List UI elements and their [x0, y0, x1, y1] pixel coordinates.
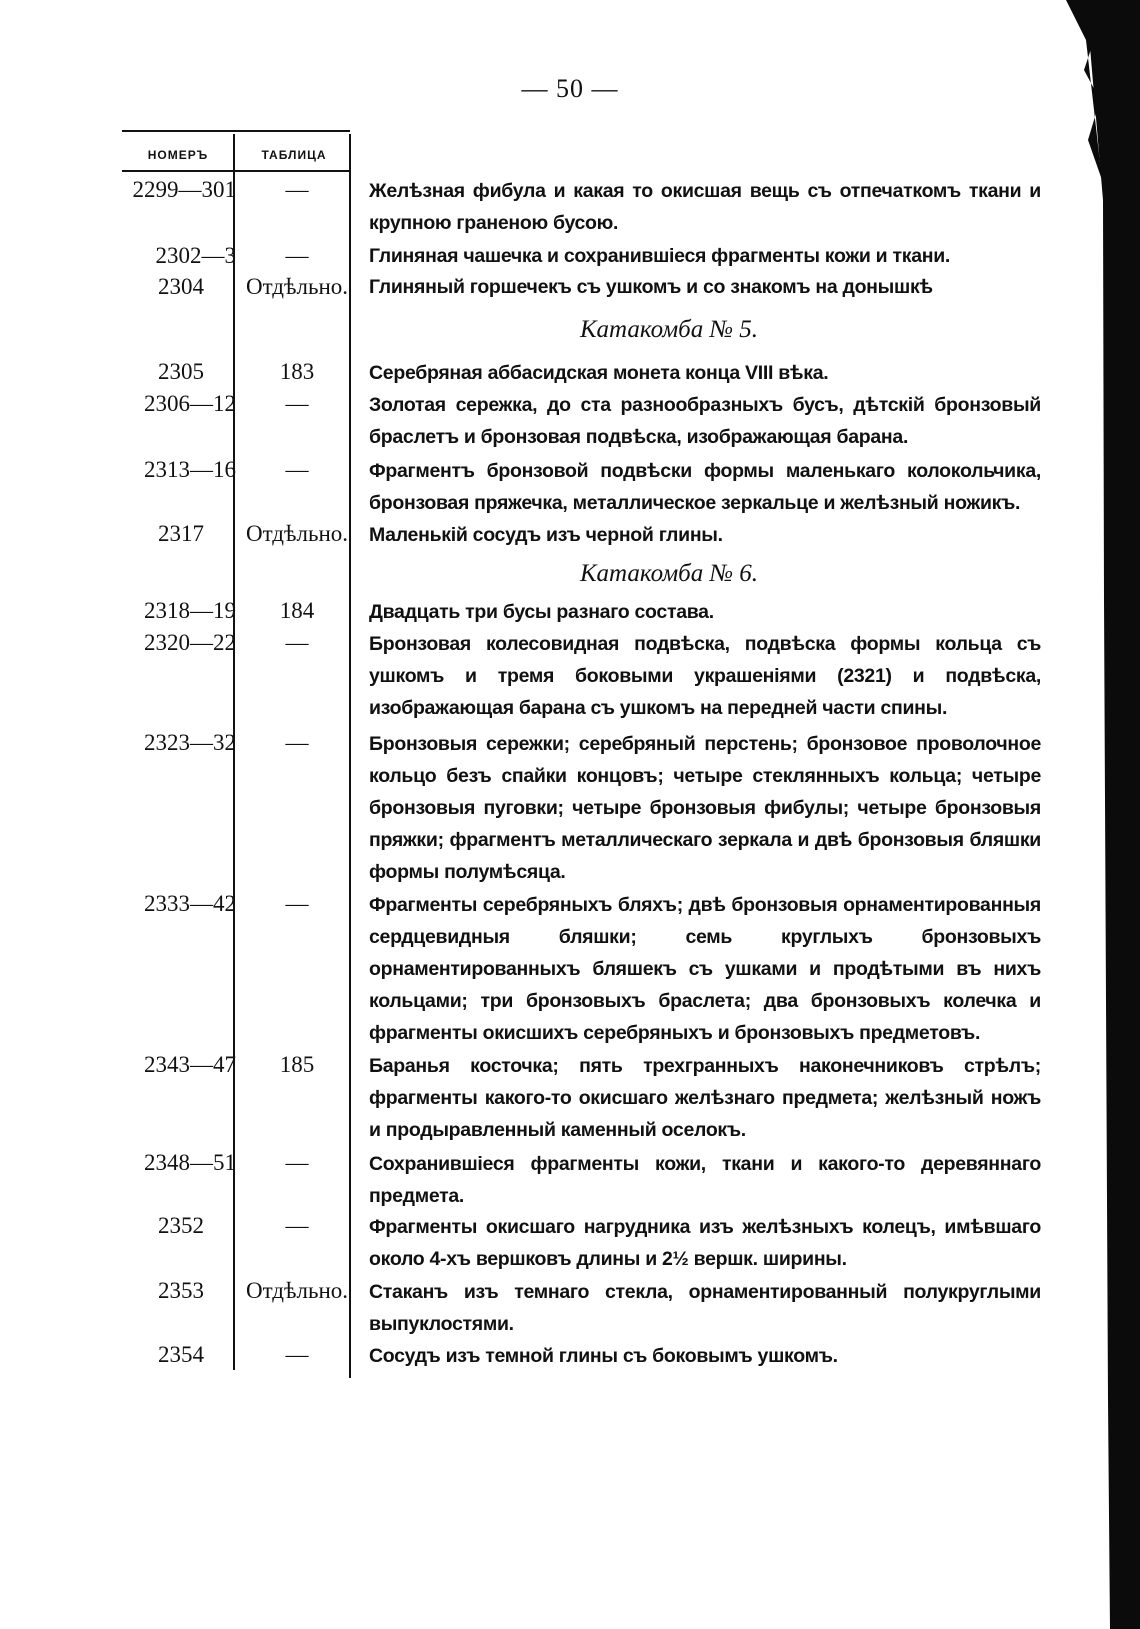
page-number: — 50 —	[521, 74, 619, 103]
entry-table: Отдѣльно.	[245, 274, 349, 299]
entry-description: Серебряная аббасидская монета конца VIII вѣка.	[369, 362, 829, 384]
entry-table: —	[285, 891, 309, 916]
entry-table: 183	[279, 359, 315, 384]
entry-table: 184	[279, 598, 315, 623]
entry-number: 2299—301	[132, 177, 236, 202]
scan-edge-shadow	[1048, 0, 1140, 1629]
entry-number: 2352	[158, 1213, 204, 1238]
entry-description: Двадцать три бусы разнаго состава.	[369, 601, 714, 623]
entry-number: 2306—12	[144, 391, 236, 416]
entry-table: —	[285, 1342, 309, 1367]
entry-number: 2343—47	[144, 1052, 236, 1077]
entry-number: 2302—3	[155, 243, 236, 268]
entry-description: Желѣзная фибула и какая то окисшая вещь съ отпечаткомъ ткани и крупною граненою бусою.	[369, 180, 1041, 234]
header-bottom-rule	[122, 170, 350, 172]
entry-description: Бронзовая колесовидная подвѣска, подвѣска формы кольца съ ушкомъ и тремя боковыми украшеніями (2321) и подвѣска, изображающая барана съ ушкомъ на передней части спины.	[369, 633, 1041, 719]
entry-description: Фрагменты серебряныхъ бляхъ; двѣ бронзовыя орнаментированныя сердцевидныя бляшки; семь круглыхъ бронзовыхъ орнаментированныхъ бляшекъ съ ушками и продѣтыми въ нихъ кольцами; три бронзовыхъ браслета; два бронзовыхъ колечка и фрагменты окисшихъ серебряныхъ и бронзовыхъ предметовъ.	[369, 894, 1041, 1044]
entry-number: 2323—32	[144, 730, 236, 755]
entry-number: 2354	[158, 1342, 204, 1367]
entry-description: Глиняная чашечка и сохранившіеся фрагменты кожи и ткани.	[369, 245, 951, 267]
entry-number: 2304	[158, 274, 204, 299]
entry-number: 2348—51	[144, 1150, 236, 1175]
entry-description: Сохранившіеся фрагменты кожи, ткани и какого-то деревяннаго предмета.	[369, 1153, 1041, 1207]
entry-table: —	[285, 1150, 309, 1175]
entry-description: Баранья косточка; пять трехгранныхъ наконечниковъ стрѣлъ; фрагменты какого-то окисшаго желѣзнаго предмета; желѣзный ножъ и продыравленный каменный оселокъ.	[369, 1055, 1041, 1141]
header-top-rule	[122, 130, 350, 132]
entry-description: Глиняный горшечекъ съ ушкомъ и со знакомъ на донышкѣ	[369, 276, 933, 298]
entry-table: —	[285, 630, 309, 655]
entry-table: —	[285, 730, 309, 755]
entry-table: Отдѣльно.	[245, 1278, 349, 1303]
entry-number: 2333—42	[144, 891, 236, 916]
entry-number: 2305	[158, 359, 204, 384]
column-header-table: ТАБЛИЦА	[261, 148, 327, 162]
entry-table: —	[285, 391, 309, 416]
section-heading: Катакомба № 5.	[579, 316, 759, 343]
entry-description: Маленькій сосудъ изъ черной глины.	[369, 524, 723, 546]
entry-description: Фрагменты окисшаго нагрудника изъ желѣзныхъ колецъ, имѣвшаго около 4-хъ вершковъ длины и 2½ вершк. ширины.	[369, 1216, 1041, 1270]
entry-table: —	[285, 243, 309, 268]
entry-description: Сосудъ изъ темной глины съ боковымъ ушкомъ.	[369, 1345, 838, 1367]
entry-description: Фрагментъ бронзовой подвѣски формы маленькаго колокольчика, бронзовая пряжечка, металлическое зеркальце и желѣзный ножикъ.	[369, 460, 1041, 514]
entry-table: 185	[279, 1052, 315, 1077]
entry-table: —	[285, 177, 309, 202]
entry-description: Бронзовыя сережки; серебряный перстень; бронзовое проволочное кольцо безъ спайки концовъ; четыре стеклянныхъ кольца; четыре бронзовыя пуговки; четыре бронзовыя фибулы; четыре бронзовыя пряжки; фрагментъ металлическаго зеркала и двѣ бронзовыя бляшки формы полумѣсяца.	[369, 733, 1041, 883]
entry-number: 2313—16	[144, 457, 236, 482]
entry-number: 2317	[158, 521, 204, 546]
entry-number: 2318—19	[144, 598, 236, 623]
entry-description: Золотая сережка, до ста разнообразныхъ бусъ, дѣтскій бронзовый браслетъ и бронзовая подвѣска, изображающая барана.	[369, 394, 1041, 448]
entry-number: 2353	[158, 1278, 204, 1303]
entry-table: —	[285, 457, 309, 482]
column-header-number: НОМЕРЪ	[147, 148, 209, 162]
entry-table: Отдѣльно.	[245, 521, 349, 546]
entry-number: 2320—22	[144, 630, 236, 655]
entry-table: —	[285, 1213, 309, 1238]
section-heading: Катакомба № 6.	[579, 560, 759, 587]
entry-description: Стаканъ изъ темнаго стекла, орнаментированный полукруглыми выпуклостями.	[369, 1281, 1041, 1335]
